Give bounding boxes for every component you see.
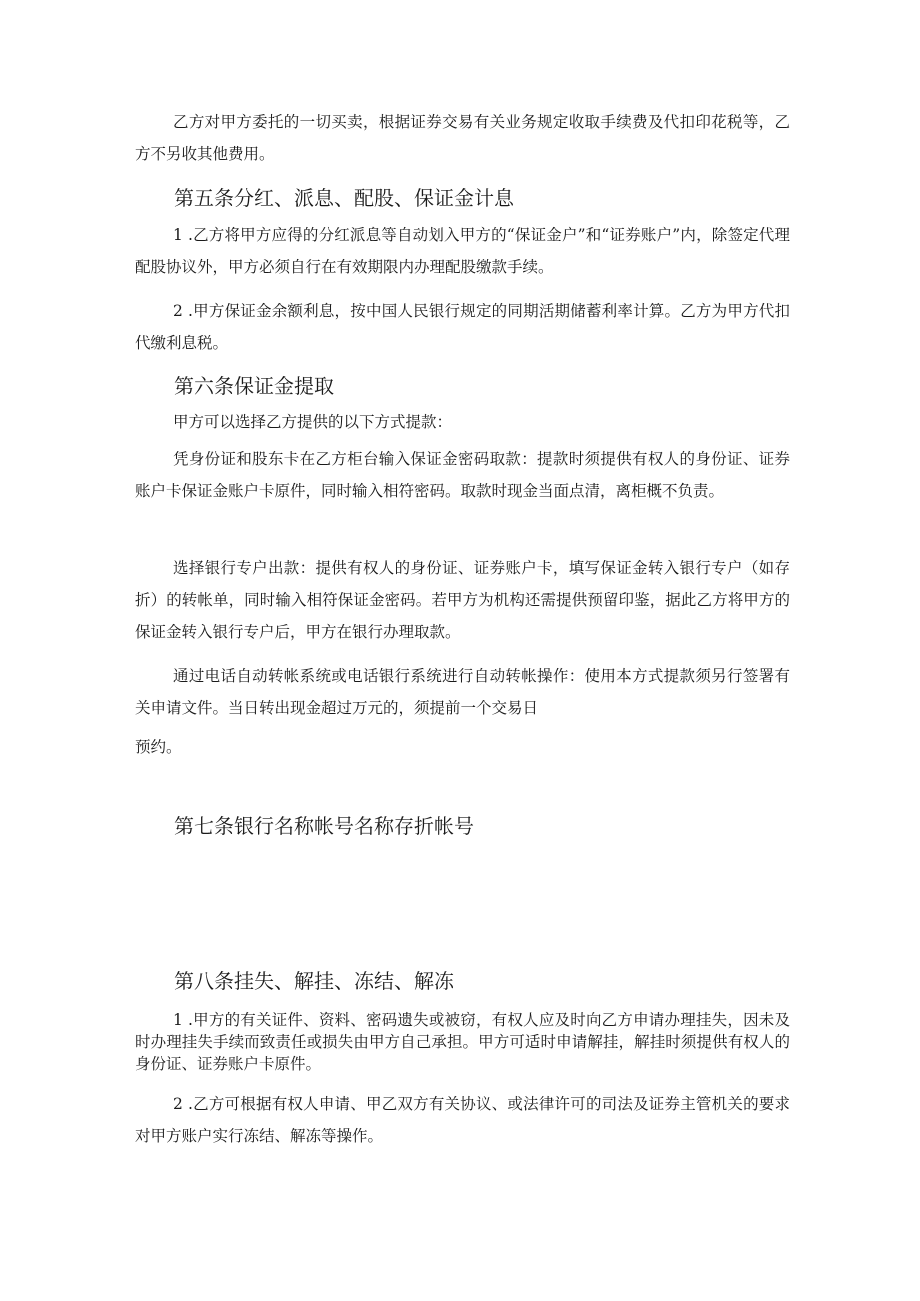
withdraw-method-counter: 凭身份证和股东卡在乙方柜台输入保证金密码取款：提款时须提供有权人的身份证、证券账户卡保证金账户卡原件，同时输入相符密码。取款时现金当面点清，离柜概不负责。	[135, 450, 790, 500]
article-6-intro: 甲方可以选择乙方提供的以下方式提款：	[173, 413, 453, 431]
withdraw-method-phone-transfer: 通过电话自动转帐系统或电话银行系统进行自动转帐操作：使用本方式提款须另行签署有关申请文件。当日转出现金超过万元的，须提前一个交易日	[135, 667, 790, 717]
article-7-heading: 第七条银行名称帐号名称存折帐号	[174, 814, 474, 838]
article-5-item-2: 2 .甲方保证金余额利息，按中国人民银行规定的同期活期储蓄利率计算。乙方为甲方代扣代缴利息税。	[135, 302, 790, 352]
withdraw-method-bank-account: 选择银行专户出款：提供有权人的身份证、证券账户卡，填写保证金转入银行专户（如存折）的转帐单，同时输入相符保证金密码。若甲方为机构还需提供预留印鉴，据此乙方将甲方的保证金转入银行专户后，甲方在银行办理取款。	[135, 559, 790, 641]
article-5-heading: 第五条分红、派息、配股、保证金计息	[174, 186, 514, 210]
withdraw-method-phone-transfer-tail: 预约。	[135, 738, 182, 756]
article-8-item-1: 1 .甲方的有关证件、资料、密码遗失或被窃，有权人应及时向乙方申请办理挂失，因未及时办理挂失手续而致责任或损失由甲方自己承担。甲方可适时申请解挂，解挂时须提供有权人的身份证、证券账户卡原件。	[135, 1011, 790, 1073]
article-6-heading: 第六条保证金提取	[174, 374, 334, 398]
fee-paragraph: 乙方对甲方委托的一切买卖，根据证券交易有关业务规定收取手续费及代扣印花税等，乙方不另收其他费用。	[135, 113, 790, 163]
article-8-item-2: 2 .乙方可根据有权人申请、甲乙双方有关协议、或法律许可的司法及证券主管机关的要求对甲方账户实行冻结、解冻等操作。	[135, 1095, 790, 1145]
article-8-heading: 第八条挂失、解挂、冻结、解冻	[174, 969, 454, 993]
article-5-item-1: 1 .乙方将甲方应得的分红派息等自动划入甲方的“保证金户”和“证券账户”内，除签定代理配股协议外，甲方必须自行在有效期限内办理配股缴款手续。	[135, 226, 790, 276]
